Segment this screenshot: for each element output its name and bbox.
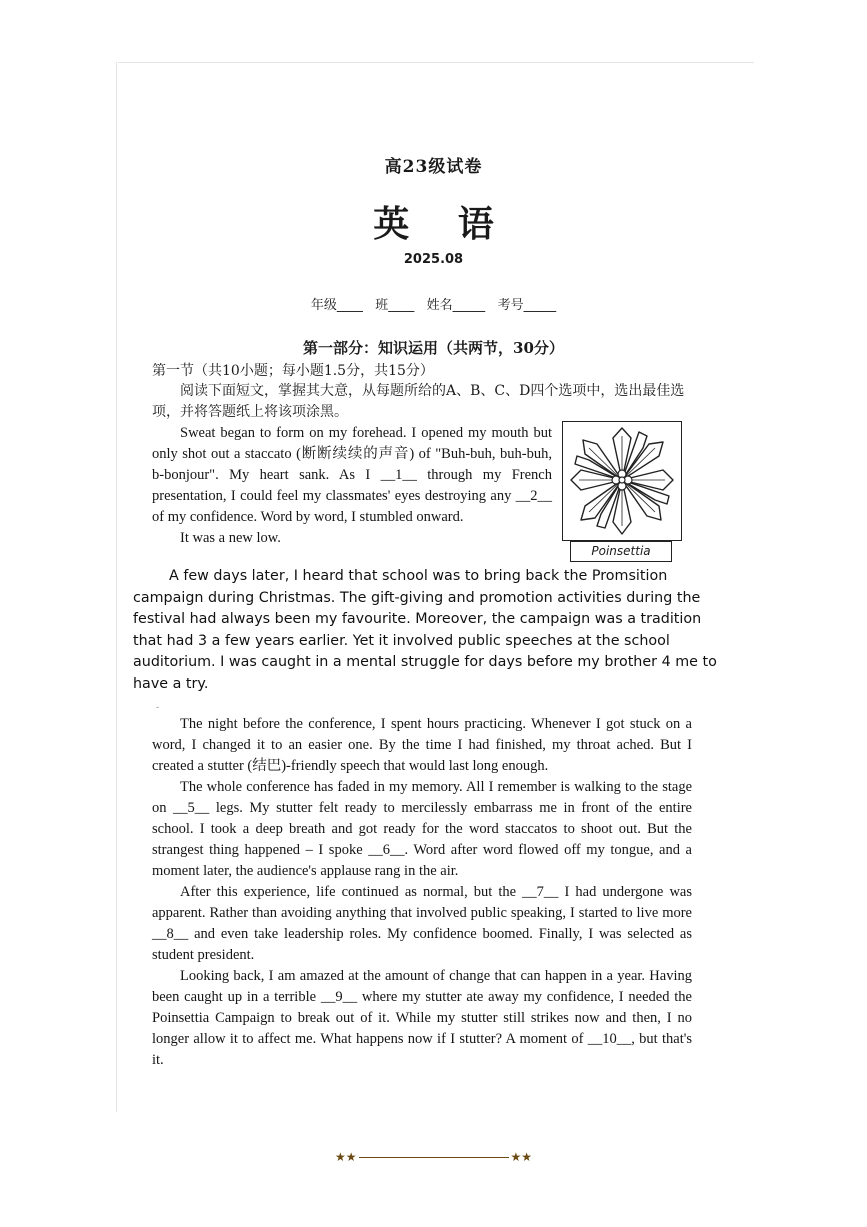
passage-paragraph: It was a new low. — [180, 530, 281, 546]
passage-paragraph: The whole conference has faded in my memory. All I remember is walking to the stage on __5__ legs. My stutter felt ready to mercilessly embarrass me in front of the entire school. I took a deep breath and got ready for the word staccatos to shoot out. But the strangest thing happened – I spoke __6__. Word after word flowed off my tongue, and a moment later, the audience's applause rang in the air. — [152, 779, 692, 879]
poinsettia-flower-icon — [563, 422, 681, 540]
poinsettia-figure — [562, 421, 682, 563]
exam-date: 2025.08 — [403, 252, 464, 267]
instructions: 阅读下面短文，掌握其大意，从每题所给的A、B、C、D四个选项中，选出最佳选项，并将答题纸上将该项涂黑。 — [152, 383, 685, 420]
star-icon: ★★ — [510, 1150, 533, 1164]
passage-paragraph: Looking back, I am amazed at the amount of change that can happen in a year. Having been caught up in a terrible __9__ where my stutter ate away my confidence, I needed the Poinsettia Campaign to break out of it. While my stutter still strikes now and then, I no longer allow it to affect me. What happens now if I stutter? A moment of __10__, but that's it. — [152, 968, 692, 1068]
passage-paragraph: After this experience, life continued as normal, but the __7__ I had undergone was apparent. Rather than avoiding anything that involved public speaking, I started to live more __8__ and even take leadership roles. My confidence boomed. Finally, I was selected as student president. — [152, 884, 692, 963]
footer-ornament — [0, 1150, 867, 1164]
part-heading: 第一部分：知识运用（共两节，30分） — [303, 339, 564, 357]
scan-mark: - — [156, 703, 160, 713]
footer-divider — [359, 1157, 509, 1158]
figure-caption: Poinsettia — [570, 541, 672, 562]
middle-paragraph: A few days later, I heard that school was to bring back the Promsition campaign during Christmas. The gift-giving and promotion activities during the festival had always been my favourite. Moreover, the campaign was a tradition that had 3 a few years earlier. Yet it involved public speeches at the school auditorium. I was caught in a mental struggle for days before my brother 4 me to have a try. — [133, 568, 717, 692]
passage-paragraph: The night before the conference, I spent hours practicing. Whenever I got stuck on a word, I changed it to an easier one. By the time I had finished, my throat ached. But I created a stutter (结巴)-friendly speech that would last long enough. — [152, 716, 692, 774]
star-icon: ★★ — [334, 1150, 357, 1164]
exam-label: 高23级试卷 — [384, 157, 483, 177]
subject-title: 英 语 — [373, 203, 512, 245]
section-heading: 第一节（共10小题；每小题1.5分，共15分） — [152, 363, 434, 379]
story-passage — [152, 714, 692, 1071]
student-info-fields: 年级____ 班____ 姓名_____ 考号_____ — [310, 298, 557, 313]
intro-passage — [152, 423, 552, 549]
passage-paragraph: Sweat began to form on my forehead. I opened my mouth but only shot out a staccato (断断续续的声音) of "Buh-buh, buh-buh, b-bonjour". My heart sank. As I __1__ through my French presentation, I could feel my classmates' eyes destroying any __2__ of my confidence. Word by word, I stumbled onward. — [152, 425, 552, 525]
page-edge-top — [118, 62, 754, 63]
poinsettia-illustration — [562, 421, 682, 541]
